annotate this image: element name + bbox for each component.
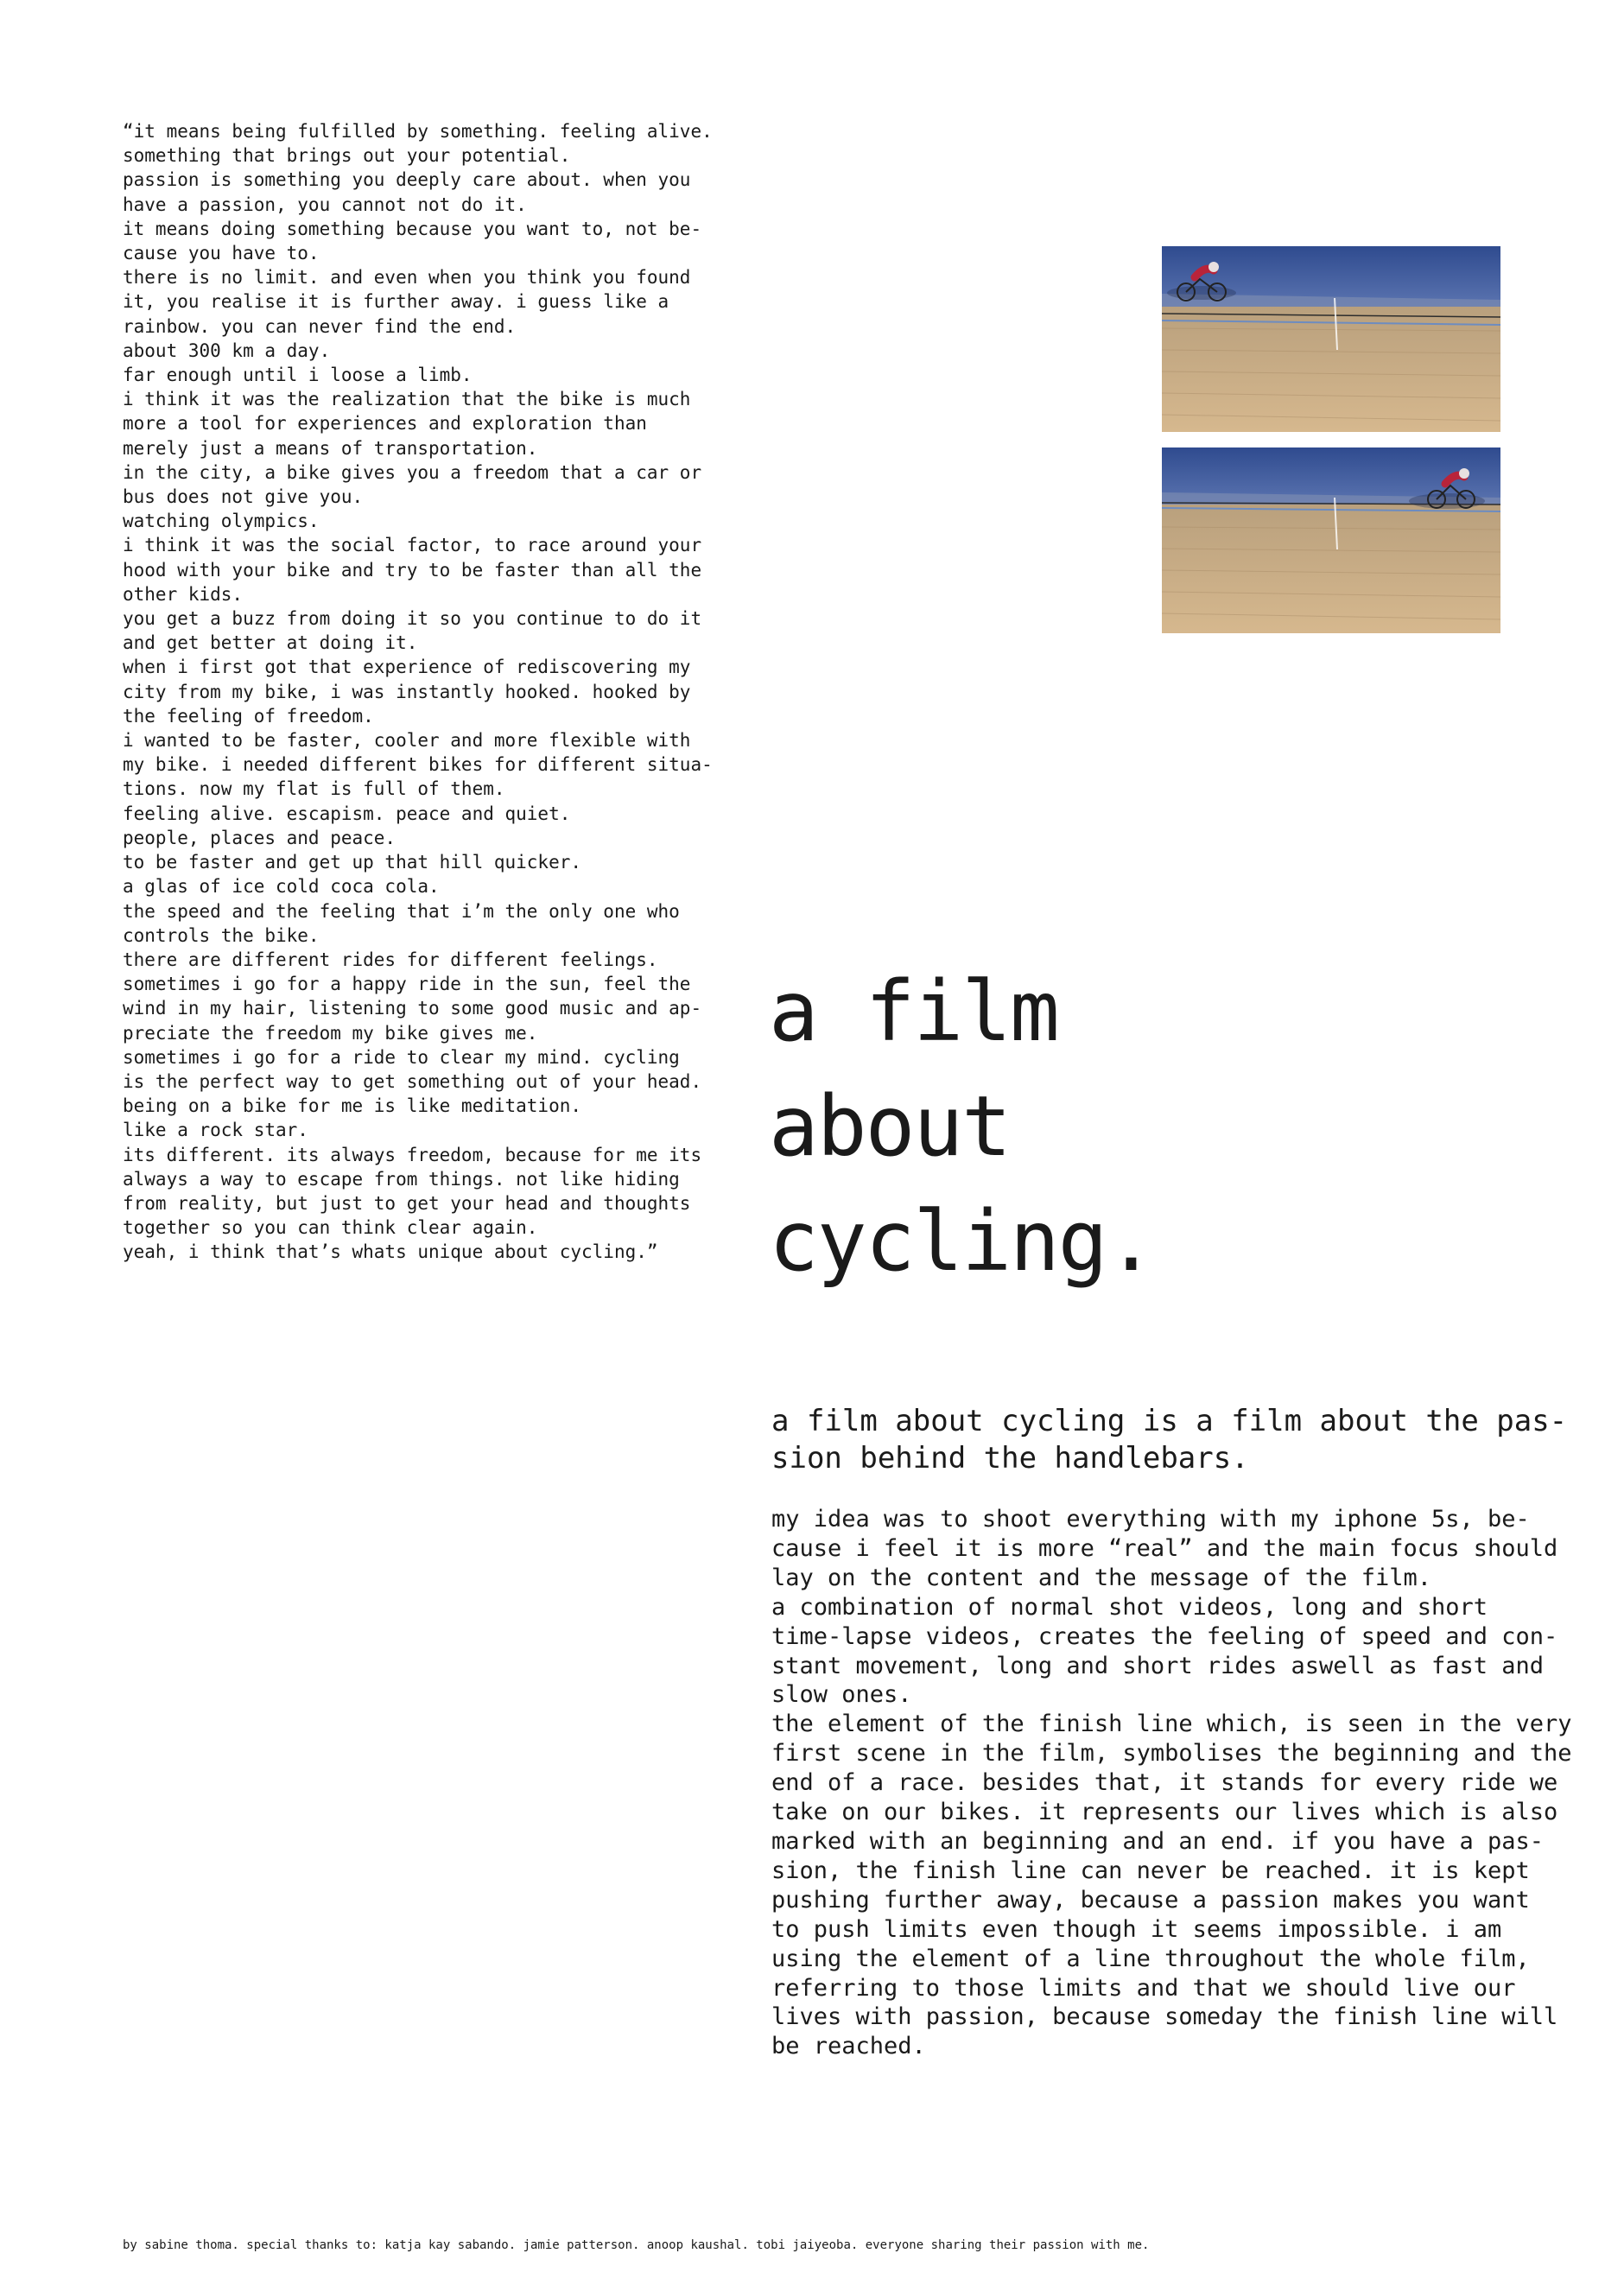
quote-line: and get better at doing it. xyxy=(123,632,418,654)
quote-line: far enough until i loose a limb. xyxy=(123,365,473,386)
body-line: referring to those limits and that we should live our xyxy=(771,1974,1516,2002)
quote-line: wind in my hair, listening to some good music and ap- xyxy=(123,998,702,1019)
credits-line: by sabine thoma. special thanks to: katja kay sabando. jamie patterson. anoop kaushal. tobi jaiyeoba. everyone sharing their passion with me. xyxy=(123,2238,1150,2252)
quote-line: cause you have to. xyxy=(123,243,320,264)
body-line: end of a race. besides that, it stands for every ride we xyxy=(771,1769,1558,1797)
title-line: about xyxy=(769,1078,1010,1175)
body-line: lives with passion, because someday the finish line will xyxy=(771,2003,1558,2031)
quote-line: merely just a means of transportation. xyxy=(123,437,538,459)
body-line: stant movement, long and short rides aswell as fast and xyxy=(771,1652,1545,1679)
quote-line: bus does not give you. xyxy=(123,486,364,508)
body-line: using the element of a line throughout the whole film, xyxy=(771,1945,1530,1972)
quote-line: in the city, a bike gives you a freedom that a car or xyxy=(123,461,702,483)
quote-line: you get a buzz from doing it so you continue to do it xyxy=(123,608,702,630)
lead-paragraph xyxy=(771,1403,1568,1477)
quote-line: tions. now my flat is full of them. xyxy=(123,778,505,800)
quote-line: i think it was the social factor, to race around your xyxy=(123,535,702,556)
body-line: my idea was to shoot everything with my iphone 5s, be- xyxy=(771,1506,1530,1533)
quote-line: the speed and the feeling that i’m the only one who xyxy=(123,900,680,922)
quote-line: people, places and peace. xyxy=(123,827,396,848)
quote-line: passion is something you deeply care about. when you xyxy=(123,169,691,191)
title-line: a film xyxy=(769,963,1058,1060)
quote-line: together so you can think clear again. xyxy=(123,1217,538,1239)
body-line: take on our bikes. it represents our lives which is also xyxy=(771,1799,1558,1826)
quote-line: i think it was the realization that the bike is much xyxy=(123,389,691,410)
quote-line: there is no limit. and even when you think you found xyxy=(123,267,691,289)
quote-line: watching olympics. xyxy=(123,511,320,532)
quote-line: more a tool for experiences and exploration than xyxy=(123,413,647,435)
body-line: first scene in the film, symbolises the beginning and the xyxy=(771,1740,1572,1768)
quote-line: hood with your bike and try to be faster than all the xyxy=(123,559,702,581)
lead-line: a film about cycling is a film about the pas- xyxy=(771,1404,1568,1438)
quote-line: feeling alive. escapism. peace and quiet. xyxy=(123,803,571,824)
body-line: marked with an beginning and an end. if you have a pas- xyxy=(771,1827,1545,1855)
quote-line: other kids. xyxy=(123,583,244,605)
body-line: to push limits even though it seems impossible. i am xyxy=(771,1915,1502,1943)
body-line: cause i feel it is more “real” and the main focus should xyxy=(771,1534,1558,1562)
title-line: cycling. xyxy=(769,1193,1155,1290)
quote-line: to be faster and get up that hill quicker. xyxy=(123,852,582,873)
velodrome-photo-top xyxy=(1162,246,1500,432)
quote-line: rainbow. you can never find the end. xyxy=(123,315,517,337)
quote-line: the feeling of freedom. xyxy=(123,705,374,727)
quote-line: a glas of ice cold coca cola. xyxy=(123,876,440,898)
quote-line: it means doing something because you want to, not be- xyxy=(123,218,702,239)
quote-line: preciate the freedom my bike gives me. xyxy=(123,1022,538,1044)
page-title xyxy=(769,955,1154,1299)
quote-line: about 300 km a day. xyxy=(123,340,331,361)
quote-line: have a passion, you cannot not do it. xyxy=(123,194,527,215)
quote-line: controls the bike. xyxy=(123,924,320,946)
body-line: slow ones. xyxy=(771,1681,912,1709)
quote-line: it, you realise it is further away. i guess like a xyxy=(123,291,669,313)
quote-line: something that brings out your potential. xyxy=(123,145,571,167)
body-line: a combination of normal shot videos, long and short xyxy=(771,1593,1488,1621)
quote-line: from reality, but just to get your head and thoughts xyxy=(123,1192,691,1214)
quote-line: like a rock star. xyxy=(123,1120,308,1141)
quote-line: sometimes i go for a ride to clear my mind. cycling xyxy=(123,1046,680,1068)
quote-line: being on a bike for me is like meditation. xyxy=(123,1095,582,1117)
lead-line: sion behind the handlebars. xyxy=(771,1441,1249,1476)
body-line: sion, the finish line can never be reached. it is kept xyxy=(771,1857,1530,1884)
body-line: time-lapse videos, creates the feeling of speed and con- xyxy=(771,1622,1558,1650)
quote-line: “it means being fulfilled by something. feeling alive. xyxy=(123,121,713,142)
quote-line: its different. its always freedom, because for me its xyxy=(123,1144,702,1165)
quote-line: is the perfect way to get something out of your head. xyxy=(123,1070,702,1092)
quote-line: yeah, i think that’s whats unique about cycling.” xyxy=(123,1241,658,1263)
quote-line: city from my bike, i was instantly hooked. hooked by xyxy=(123,681,691,702)
body-line: the element of the finish line which, is seen in the very xyxy=(771,1711,1572,1738)
description-paragraph xyxy=(771,1505,1572,2061)
quote-line: when i first got that experience of rediscovering my xyxy=(123,657,691,678)
quote-line: there are different rides for different feelings. xyxy=(123,949,658,970)
velodrome-photo-bottom xyxy=(1162,447,1500,633)
body-line: pushing further away, because a passion makes you want xyxy=(771,1886,1530,1914)
quote-line: sometimes i go for a happy ride in the sun, feel the xyxy=(123,974,691,995)
quote-line: my bike. i needed different bikes for different situa- xyxy=(123,754,713,776)
body-line: be reached. xyxy=(771,2033,926,2060)
body-line: lay on the content and the message of the film. xyxy=(771,1564,1432,1591)
interview-quote-column xyxy=(123,119,713,1265)
quote-line: i wanted to be faster, cooler and more flexible with xyxy=(123,730,691,752)
quote-line: always a way to escape from things. not like hiding xyxy=(123,1168,680,1190)
